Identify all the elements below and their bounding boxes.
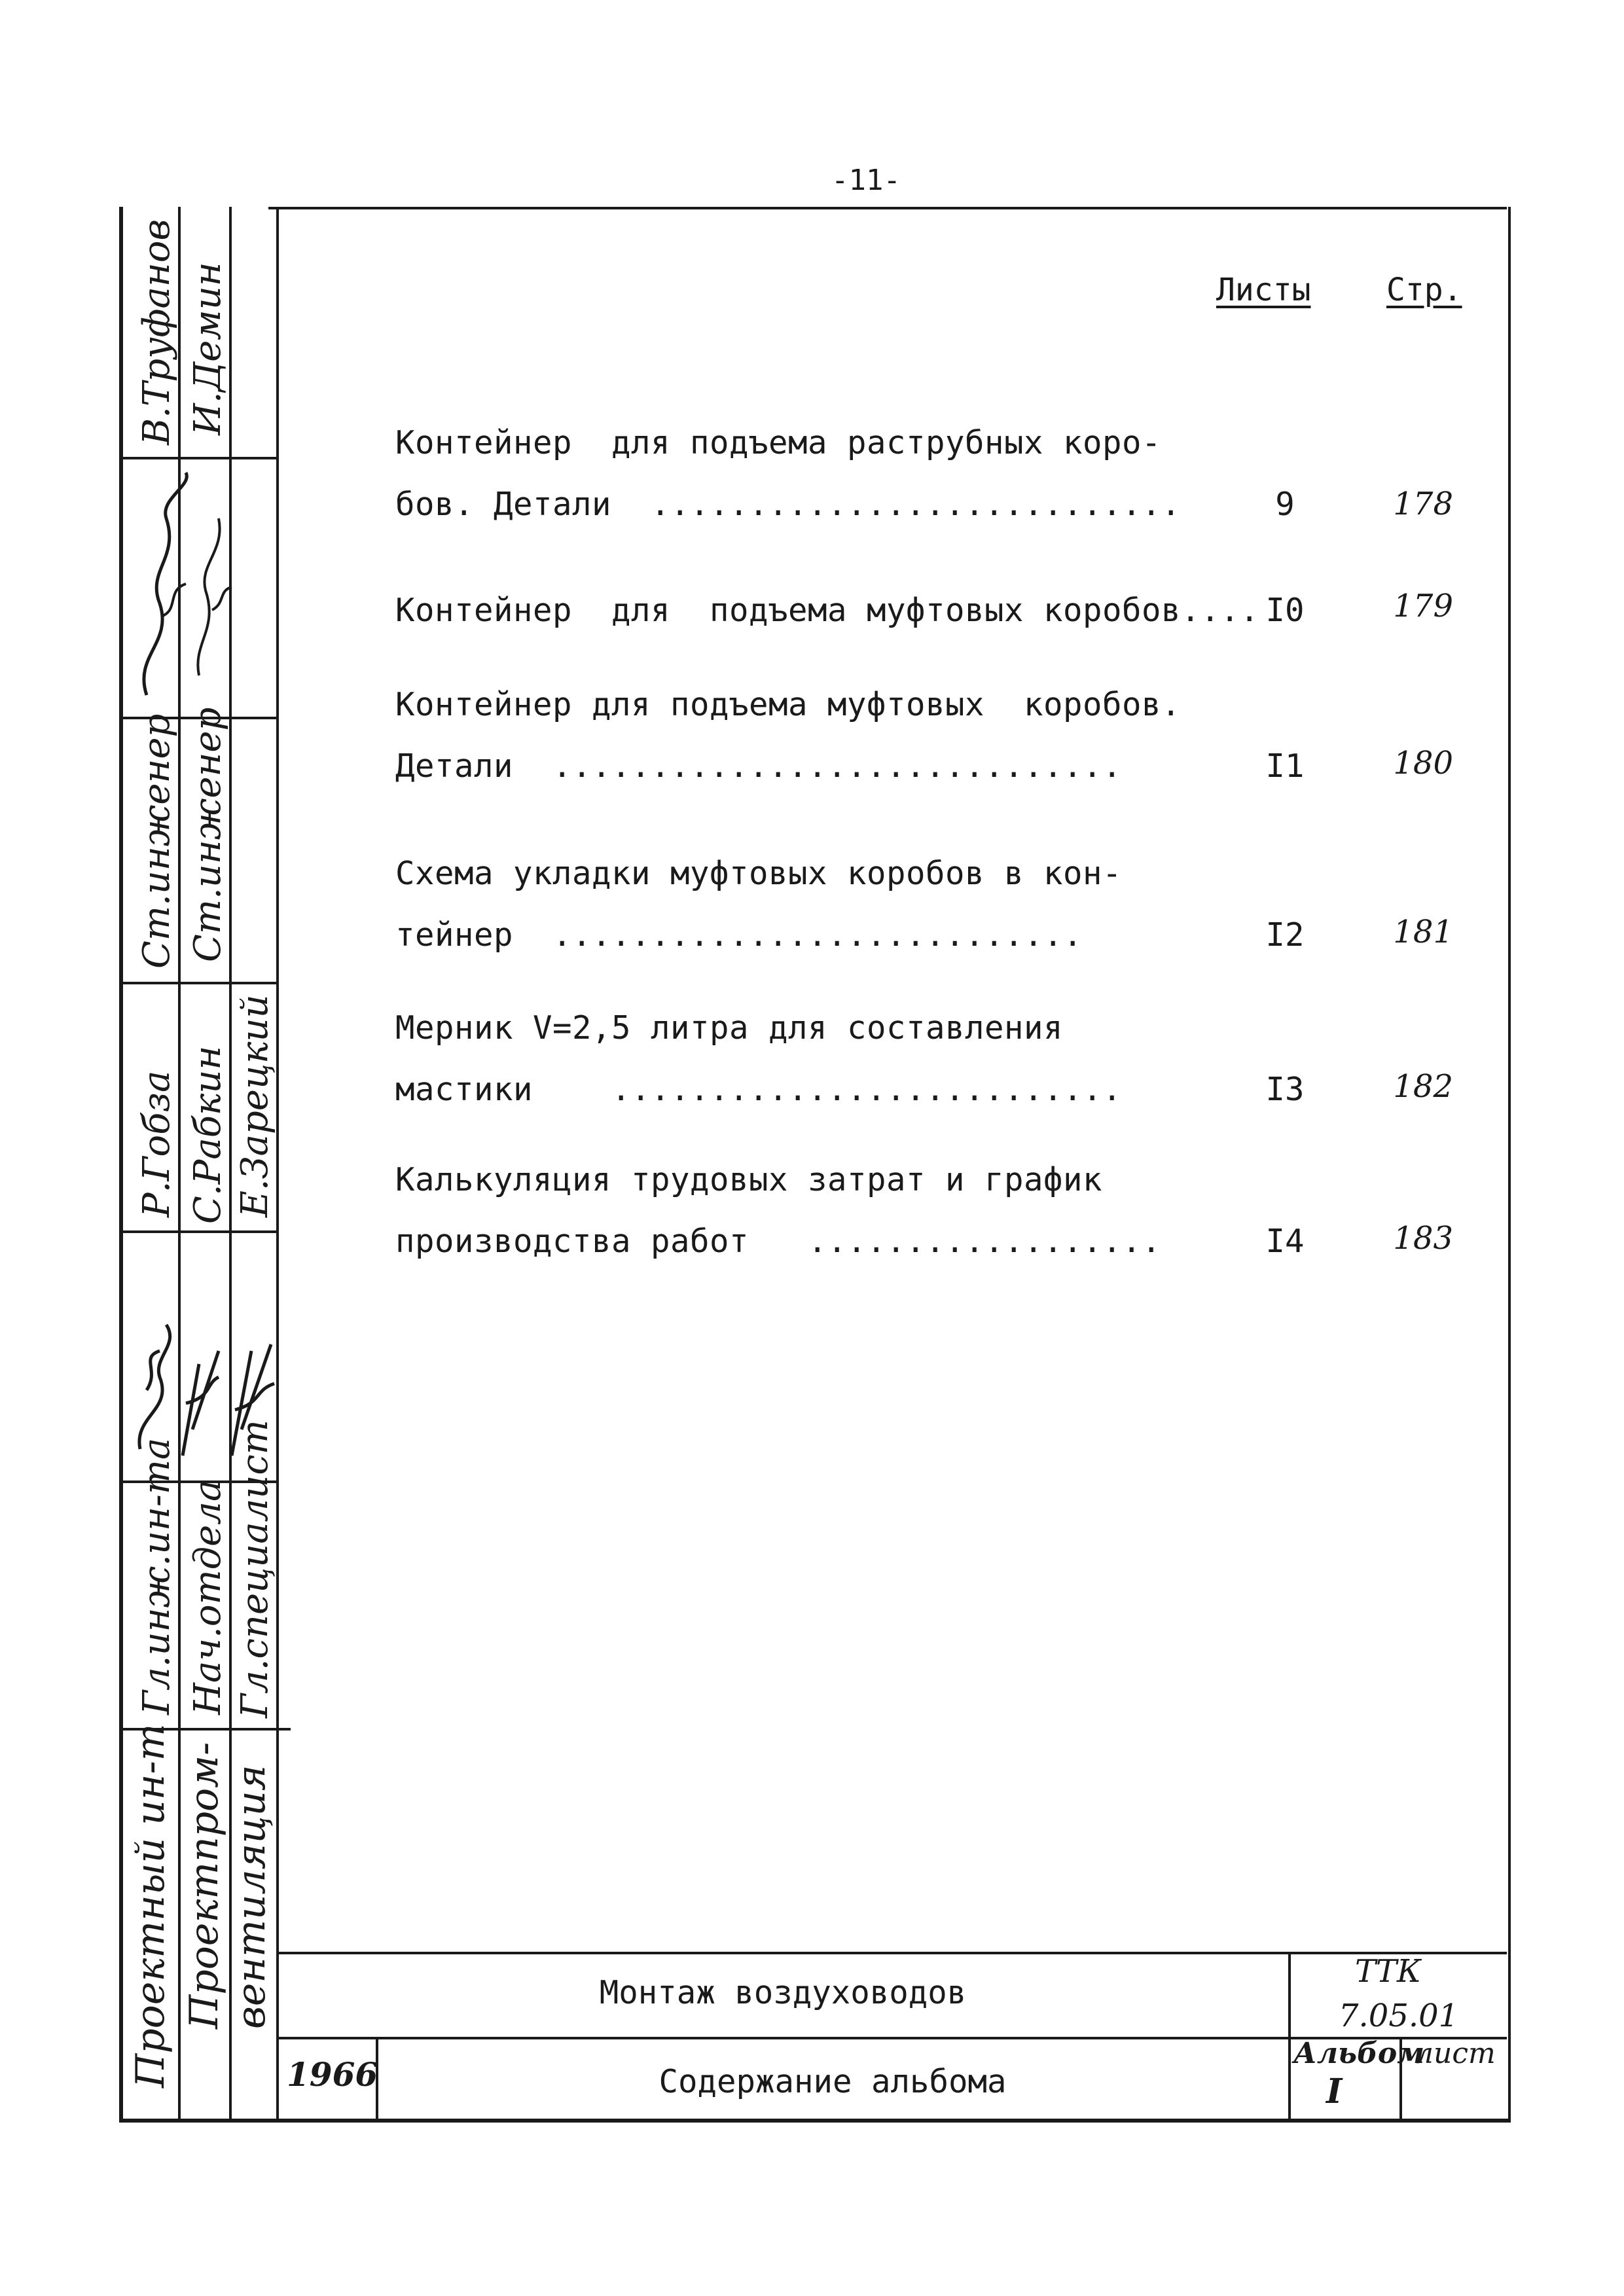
toc-page-number: 180 <box>1393 745 1453 781</box>
stamp-position: Гл.специалист <box>234 1420 276 1718</box>
toc-entry-title: тейнер ........................... <box>395 916 1083 954</box>
sheet-label: лист <box>1415 2037 1496 2070</box>
toc-sheet-number: I2 <box>1265 916 1305 954</box>
frame-top-border <box>268 207 1507 209</box>
year: 1966 <box>287 2055 378 2094</box>
work-title: Монтаж воздуховодов <box>599 1974 967 2011</box>
toc-page-number: 179 <box>1393 588 1453 624</box>
toc-page-number: 178 <box>1393 486 1453 522</box>
page-number: -11- <box>831 164 901 197</box>
document-code: 7.05.01 <box>1339 1998 1459 2034</box>
stamp-position: Ст.инженер <box>135 713 178 969</box>
stamp-divider <box>229 717 276 719</box>
sheets-column-header: Листы <box>1216 272 1311 308</box>
organization-line: Проектный ин-т <box>128 1723 173 2088</box>
toc-entry-title: Схема укладки муфтовых коробов в кон- <box>395 855 1123 892</box>
stamp-name: С.Рабкин <box>187 1045 229 1224</box>
stamp-name: Р.Гобза <box>135 1070 178 1217</box>
title-block-divider <box>1288 1952 1291 2119</box>
stamp-name: В.Труфанов <box>135 219 178 445</box>
stamp-name: И.Демин <box>187 262 229 435</box>
section-title: Содержание альбома <box>659 2063 1007 2100</box>
toc-entry-title: Калькуляция трудовых затрат и график <box>395 1161 1103 1198</box>
toc-entry-title: Контейнер для подъема раструбных коро- <box>395 424 1162 461</box>
album-label: Альбом <box>1293 2037 1425 2070</box>
toc-sheet-number: I1 <box>1265 747 1305 785</box>
toc-sheet-number: I0 <box>1265 592 1305 629</box>
toc-page-number: 182 <box>1393 1068 1453 1105</box>
code-prefix: ТТК <box>1355 1953 1422 1990</box>
toc-page-number: 183 <box>1393 1220 1453 1257</box>
toc-entry-title: Контейнер для подъема муфтовых коробов. <box>395 686 1182 723</box>
toc-entry-title: мастики .......................... <box>395 1071 1123 1108</box>
organization-line: Проектпром- <box>181 1742 227 2029</box>
toc-entry-title: Контейнер для подъема муфтовых коробов.... <box>395 592 1260 629</box>
toc-entry-title: Мерник V=2,5 литра для составления <box>395 1009 1064 1047</box>
toc-sheet-number: I4 <box>1265 1223 1305 1260</box>
stamp-divider <box>276 207 279 2119</box>
title-block-border <box>276 1952 1507 1954</box>
toc-page-number: 181 <box>1393 914 1453 950</box>
stamp-position: Ст.инженер <box>187 707 229 962</box>
stamp-position: Нач.отдела <box>187 1479 229 1715</box>
toc-sheet-number: 9 <box>1275 486 1295 523</box>
stamp-name: Е.Зарецкий <box>234 994 276 1217</box>
organization-line: вентиляция <box>228 1765 274 2029</box>
toc-entry-title: производства работ .................. <box>395 1223 1162 1260</box>
pages-column-header: Стр. <box>1386 272 1462 308</box>
toc-sheet-number: I3 <box>1265 1071 1305 1108</box>
toc-entry-title: бов. Детали ........................... <box>395 486 1182 523</box>
toc-entry-title: Детали ............................. <box>395 747 1123 785</box>
stamp-divider <box>119 982 276 984</box>
stamp-position: Гл.инж.ин-та <box>135 1437 178 1715</box>
signature-group-2 <box>120 459 275 715</box>
album-number: I <box>1326 2072 1343 2111</box>
